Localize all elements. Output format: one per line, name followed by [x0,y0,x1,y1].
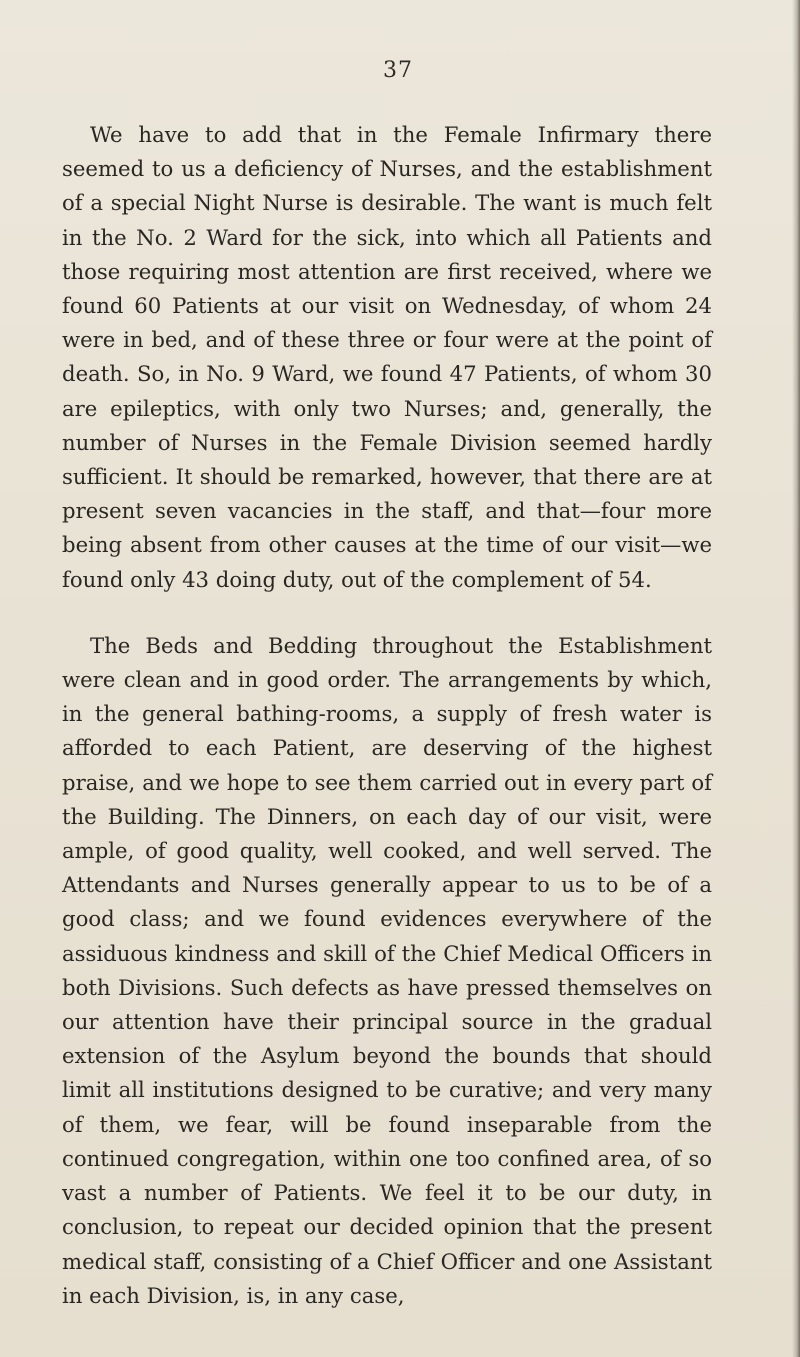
paragraph-beds-and-bedding: The Beds and Bedding throughout the Establishment were clean and in good order. The arrangements by which, in the general bathing-rooms, a supply of fresh water is afforded to each Patient, are deserving of the highest praise, and we hope to see them carried out in every part of the Building. The Dinners, on each day of our visit, were ample, of good quality, well cooked, and well served. The Attendants and Nurses generally appear to us to be of a good class; and we found evidences everywhere of the assiduous kindness and skill of the Chief Medical Officers in both Divisions. Such defects as have pressed themselves on our attention have their principal source in the gradual extension of the Asylum beyond the bounds that should limit all institutions designed to be curative; and very many of them, we fear, will be found inseparable from the continued congregation, within one too confined area, of so vast a number of Patients. We feel it to be our duty, in conclusion, to repeat our decided opinion that the present medical staff, consisting of a Chief Officer and one Assistant in each Division, is, in any case, [62,632,712,1308]
paragraph-female-infirmary: We have to add that in the Female Infirmary there seemed to us a deficiency of Nurses, and the establishment of a special Night Nurse is desirable. The want is much felt in the No. 2 Ward for the sick, into which all Patients and those requiring most attention are first received, where we found 60 Patients at our visit on Wednesday, of whom 24 were in bed, and of these three or four were at the point of death. So, in No. 9 Ward, we found 47 Patients, of whom 30 are epileptics, with only two Nurses; and, generally, the number of Nurses in the Female Division seemed hardly sufficient. It should be remarked, however, that there are at present seven vacancies in the staff, and that—four more being absent from other causes at the time of our visit—we found only 43 doing duty, out of the complement of 54. [62,122,712,592]
page-edge-shadow [792,0,800,1357]
body-text [62,118,712,1313]
page-number: 37 [383,58,413,83]
